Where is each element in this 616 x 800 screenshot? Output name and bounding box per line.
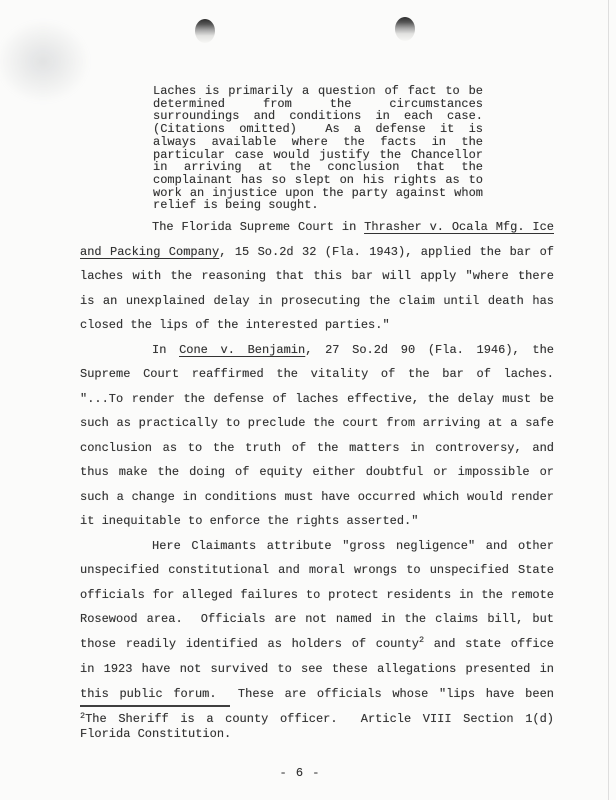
text-segment: conclusion as to the truth of the matters in controversy, and xyxy=(80,440,554,455)
text-line xyxy=(80,682,554,707)
text-segment: laches with the reasoning that this bar will apply "where there xyxy=(80,269,554,283)
blockquote-laches xyxy=(153,85,483,212)
text-segment: it inequitable to enforce the rights asserted." xyxy=(80,514,419,528)
text-line xyxy=(80,460,554,485)
text-segment: such a change in conditions must have occurred which would render xyxy=(80,489,554,504)
text-segment: is an unexplained delay in prosecuting the claim until death has xyxy=(80,293,554,308)
text-segment: and state office xyxy=(424,636,554,651)
text-segment: Here Claimants attribute "gross negligence" and other xyxy=(152,538,554,553)
text-line xyxy=(80,558,554,583)
text-segment: , 27 So.2d 90 (Fla. 1946), the xyxy=(305,342,554,357)
text-line xyxy=(80,313,554,338)
text-segment: In xyxy=(152,342,180,357)
text-segment: always available where the facts in the xyxy=(153,134,483,149)
text-segment: Supreme Court reaffirmed the vitality of the bar of laches. xyxy=(80,367,554,381)
text-segment: this public forum. These are officials whose "lips have been xyxy=(80,686,554,701)
scan-edge-line xyxy=(608,0,609,800)
footnote xyxy=(80,712,554,741)
text-segment: officials for alleged failures to protect residents in the remote xyxy=(80,587,554,602)
text-line xyxy=(153,199,483,212)
text-segment: those readily identified as holders of county xyxy=(80,636,419,651)
text-line xyxy=(80,632,554,658)
text-segment: in arriving at the conclusion that the xyxy=(153,160,483,175)
text-segment: complainant has so slept on his rights as to xyxy=(153,172,483,187)
punch-hole-left xyxy=(195,19,215,43)
case-citation: and Packing Company xyxy=(80,244,220,259)
text-line xyxy=(80,338,554,363)
text-line xyxy=(80,712,554,727)
footnote-reference: 2 xyxy=(80,710,86,721)
text-line xyxy=(80,240,554,265)
text-segment: surroundings and conditions in each case. xyxy=(153,109,483,124)
paragraph xyxy=(80,215,554,338)
text-segment: (Citations omitted) As a defense it is xyxy=(153,122,483,137)
footnote-reference: 2 xyxy=(419,635,425,645)
text-line xyxy=(80,289,554,314)
text-line xyxy=(80,485,554,510)
text-segment: thus make the doing of equity either doubtful or impossible or xyxy=(80,465,554,479)
text-segment: Laches is primarily a question of fact to be xyxy=(153,84,483,98)
text-segment: The Florida Supreme Court in xyxy=(152,220,365,234)
text-segment: relief is being sought. xyxy=(153,198,319,213)
text-line xyxy=(80,607,554,632)
text-segment: particular case would justify the Chancellor xyxy=(153,147,483,162)
text-segment: The Sheriff is a county officer. Article VIII Section 1(d) xyxy=(85,712,554,726)
text-line xyxy=(80,436,554,461)
text-line xyxy=(80,583,554,608)
text-segment: Rosewood area. Officials are not named in the claims bill, but xyxy=(80,612,554,626)
text-line xyxy=(80,362,554,387)
text-line xyxy=(80,657,554,682)
text-line xyxy=(80,534,554,559)
text-segment: such as practically to preclude the court from arriving at a safe xyxy=(80,416,554,430)
paragraph xyxy=(80,534,554,707)
text-line xyxy=(80,411,554,436)
text-line xyxy=(80,727,554,741)
case-citation: Cone v. Benjamin xyxy=(179,342,306,357)
page-number: - 6 - xyxy=(279,766,321,780)
paragraph xyxy=(80,338,554,534)
text-segment: determined from the circumstances xyxy=(153,96,483,111)
text-segment: , 15 So.2d 32 (Fla. 1943), applied the bar of xyxy=(219,244,554,259)
body-paragraphs xyxy=(80,215,554,706)
case-citation: Thrasher v. Ocala Mfg. Ice xyxy=(364,220,554,234)
text-line xyxy=(80,387,554,412)
text-line xyxy=(80,264,554,289)
scan-smudge xyxy=(0,4,108,119)
text-line xyxy=(80,509,554,534)
text-segment: closed the lips of the interested parties." xyxy=(80,318,390,332)
punch-hole-right xyxy=(395,17,415,41)
text-segment: work an injustice upon the party against whom xyxy=(153,185,483,200)
text-segment: in 1923 have not survived to see these allegations presented in xyxy=(80,662,554,676)
text-line xyxy=(80,215,554,240)
text-segment: "...To render the defense of laches effective, the delay must be xyxy=(80,391,554,406)
text-segment: Florida Constitution. xyxy=(80,727,232,741)
text-segment: unspecified constitutional and moral wrongs to unspecified State xyxy=(80,563,554,577)
footnote-separator xyxy=(80,705,230,707)
